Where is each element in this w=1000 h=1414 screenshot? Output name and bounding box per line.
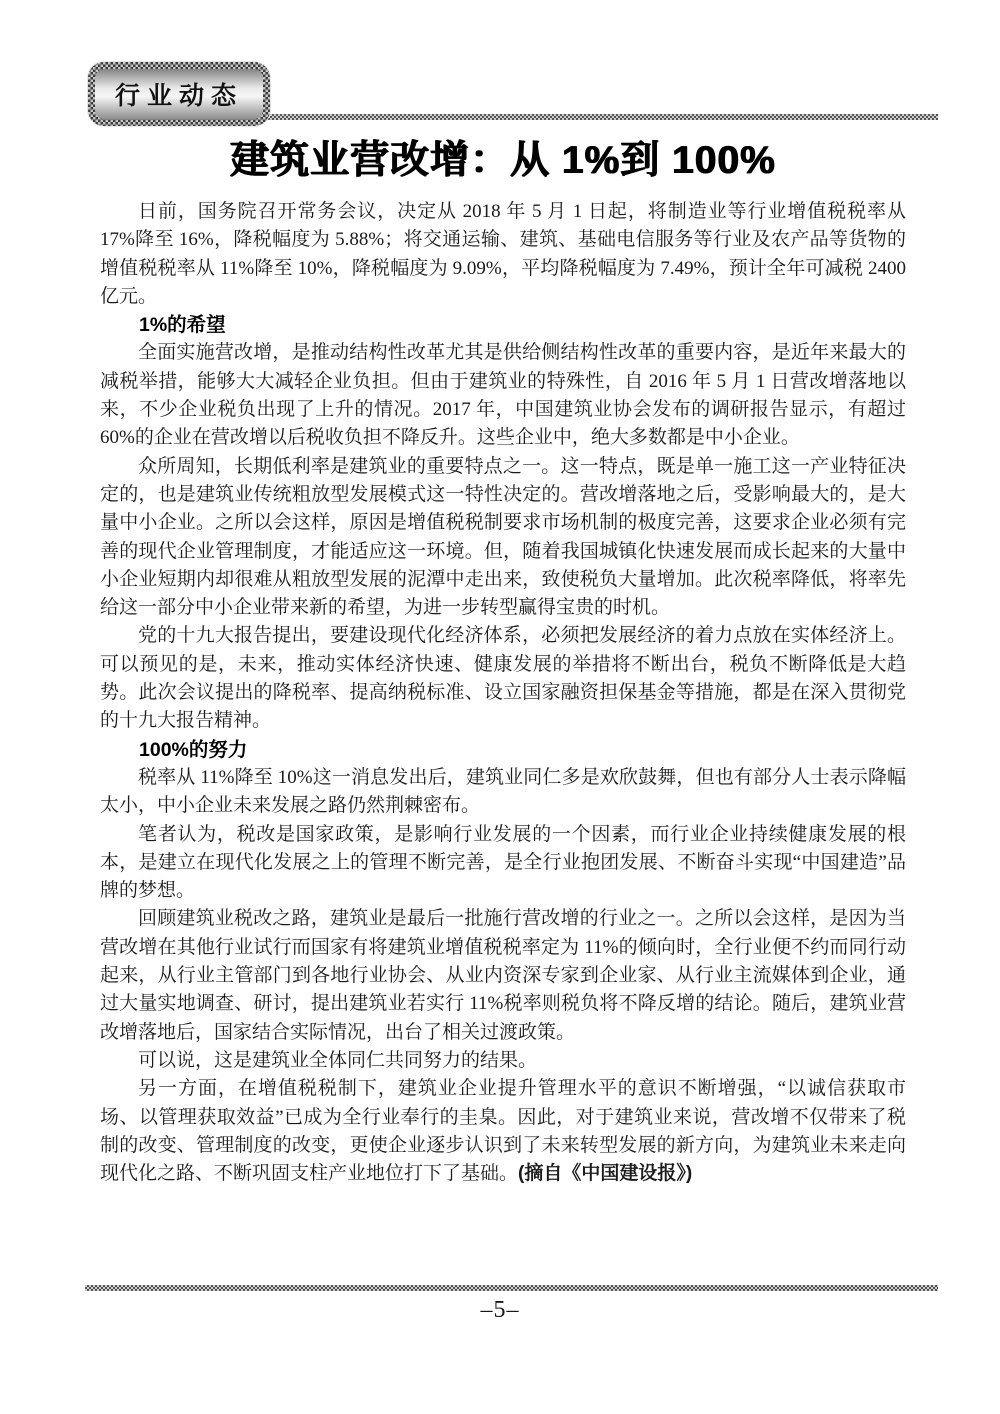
article (100, 138, 906, 1188)
paragraph-text: 另一方面，在增值税税制下，建筑业企业提升管理水平的意识不断增强，“以诚信获取市场、以管理获取效益”已成为全行业奉行的圭臬。因此，对于建筑业来说，营改增不仅带来了税制的改变、管理制度的改变，更使企业逐步认识到了未来转型发展的新方向，为建筑业未来走向现代化之路、不断巩固支柱产业地位打下了基础。 (100, 1078, 906, 1185)
paragraph: 税率从 11%降至 10%这一消息发出后，建筑业同仁多是欢欣鼓舞，但也有部分人士表示降幅太小，中小企业未来发展之路仍然荆棘密布。 (100, 766, 906, 817)
section-badge (88, 62, 270, 126)
paragraph: 日前，国务院召开常务会议，决定从 2018 年 5 月 1 日起，将制造业等行业增值税税率从 17%降至 16%，降税幅度为 5.88%；将交通运输、建筑、基础电信服务等行业及农产品等货物的增值税税率从 11%降至 10%，降税幅度为 9.09%，平均降税幅度为 7.49%，预计全年可减税 2400 亿元。 (100, 201, 906, 307)
subheading-1-percent-hope: 1%的希望 (139, 314, 226, 337)
paragraph (100, 1075, 906, 1188)
paragraph: 众所周知，长期低利率是建筑业的重要特点之一。这一特点，既是单一施工这一产业特征决定的，也是建筑业传统粗放型发展模式这一特性决定的。营改增落地之后，受影响最大的，是大量中小企业。之所以会这样，原因是增值税税制要求市场机制的极度完善，这要求企业必须有完善的现代企业管理制度，才能适应这一环境。但，随着我国城镇化快速发展而成长起来的大量中小企业短期内却很难从粗放型发展的泥潭中走出来，致使税负大量增加。此次税率降低，将率先给这一部分中小企业带来新的希望，为进一步转型赢得宝贵的时机。 (100, 455, 906, 619)
paragraph: 回顾建筑业税改之路，建筑业是最后一批施行营改增的行业之一。之所以会这样，是因为当营改增在其他行业试行而国家有将建筑业增值税税率定为 11%的倾向时，全行业便不约而同行动起来，从行业主管部门到各地行业协会、从业内资深专家到企业家、从行业主流媒体到企业，通过大量实地调查、研讨，提出建筑业若实行 11%税率则税负将不降反增的结论。随后，建筑业营改增落地后，国家结合实际情况，出台了相关过渡政策。 (100, 908, 906, 1043)
paragraph: 全面实施营改增，是推动结构性改革尤其是供给侧结构性改革的重要内容，是近年来最大的减税举措，能够大大减轻企业负担。但由于建筑业的特殊性，自 2016 年 5 月 1 日营改增落地以来，不少企业税负出现了上升的情况。2017 年，中国建筑业协会发布的调研报告显示，有超过 60%的企业在营改增以后税收负担不降反升。这些企业中，绝大多数都是中小企业。 (100, 342, 906, 449)
paragraph: 可以说，这是建筑业全体同仁共同努力的结果。 (138, 1049, 538, 1071)
subheading-100-percent-effort: 100%的努力 (139, 738, 248, 761)
paragraph: 笔者认为，税改是国家政策，是影响行业发展的一个因素，而行业企业持续健康发展的根本，是建立在现代化发展之上的管理不断完善，是全行业抱团发展、不断奋斗实现“中国建造”品牌的梦想。 (100, 823, 906, 902)
article-title: 建筑业营改增：从 1%到 100% (230, 139, 776, 182)
section-badge-label: 行业动态 (95, 69, 263, 119)
source-citation: (摘自《中国建设报》) (518, 1163, 693, 1185)
paragraph: 党的十九大报告提出，要建设现代化经济体系，必须把发展经济的着力点放在实体经济上。可以预见的是，未来，推动实体经济快速、健康发展的举措将不断出台，税负不断降低是大趋势。此次会议提出的降税率、提高纳税标准、设立国家融资担保基金等措施，都是在深入贯彻党的十九大报告精神。 (100, 625, 906, 732)
footer-rule (85, 1285, 938, 1291)
page-number: –5– (480, 1297, 520, 1323)
